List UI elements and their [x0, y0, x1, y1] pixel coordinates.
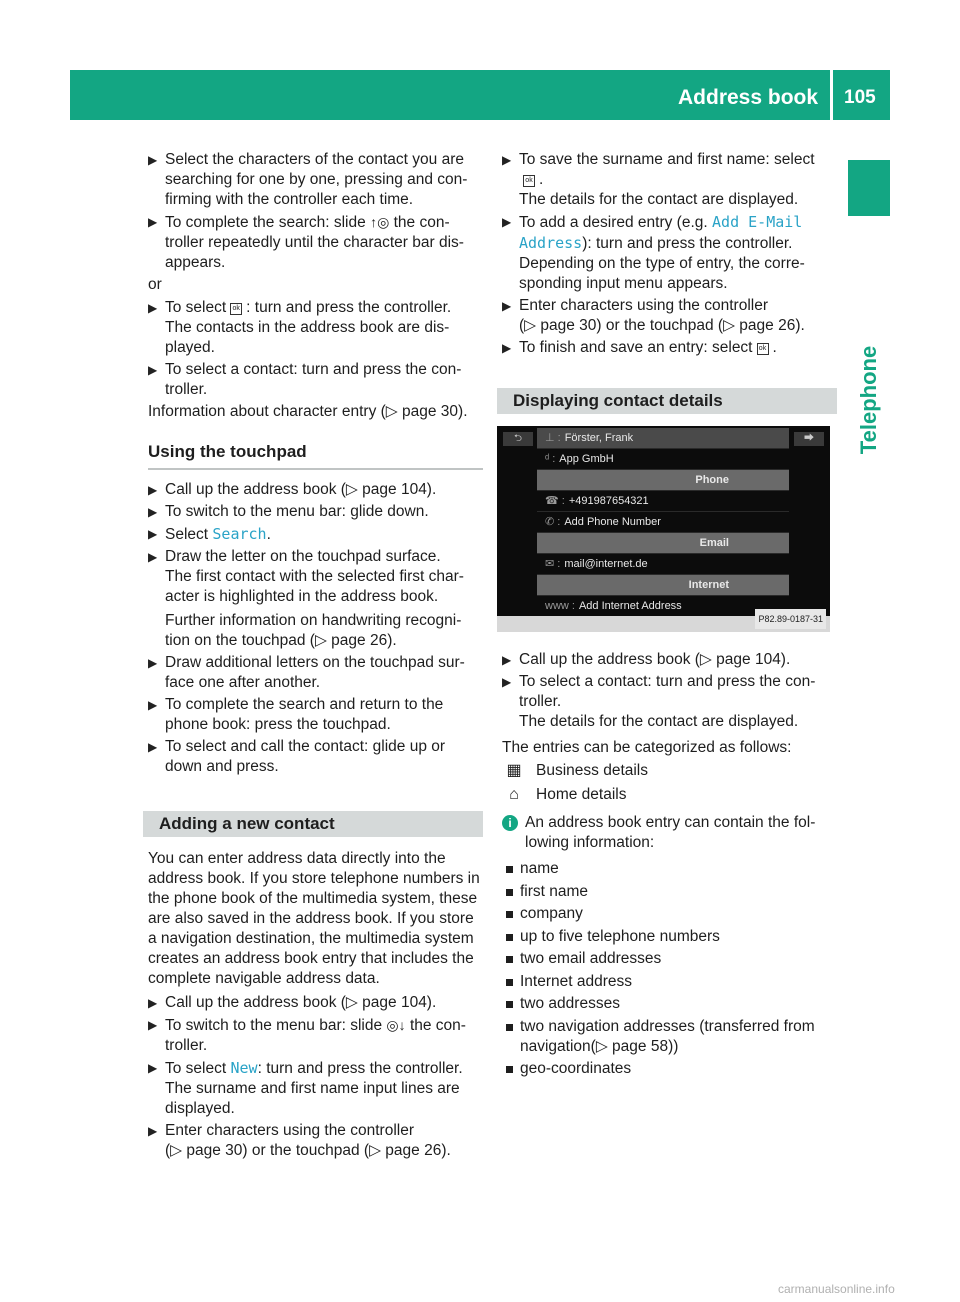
text-line: down and press.	[165, 758, 279, 775]
step-arrow-icon	[502, 650, 511, 670]
controller-slide-up-icon: ↑◎	[370, 214, 390, 230]
step-arrow-icon	[502, 672, 511, 692]
text-span: .	[772, 339, 777, 356]
image-code: P82.89-0187-31	[755, 609, 826, 629]
text-line: (▷ page 30) or the touchpad (▷ page 26).	[165, 1142, 451, 1159]
legend-home	[502, 785, 837, 805]
row-text: Add Phone Number	[564, 516, 661, 528]
text-line: Select the characters of the contact you are	[165, 151, 464, 168]
text-line: Enter characters using the controller	[165, 1122, 414, 1139]
text-line: Draw additional letters on the touchpad sur-	[165, 654, 465, 671]
text-line: An address book entry can contain the fol-	[525, 814, 816, 831]
screen-row	[537, 554, 789, 575]
screen-row	[537, 428, 789, 449]
text-line: navigation(▷ page 58))	[520, 1037, 679, 1055]
chapter-side-label: Telephone	[856, 345, 881, 455]
row-text: Add Internet Address	[578, 600, 682, 612]
step-arrow-icon	[502, 212, 511, 232]
list-item: up to five telephone numbers	[502, 927, 837, 947]
screen-row	[537, 449, 789, 470]
row-text: mail@internet.de	[564, 558, 648, 570]
row-prefix: ᵈ :	[545, 453, 556, 465]
text-line: troller.	[519, 693, 562, 710]
step-item	[148, 298, 483, 358]
text-line: To select a contact: turn and press the con-	[519, 673, 816, 690]
text-span: the con-	[409, 1017, 466, 1034]
text-line: You can enter address data directly into the	[148, 850, 446, 867]
contact-details-screenshot	[497, 426, 830, 632]
text-line: are also saved in the address book. If you store	[148, 910, 474, 927]
text-line	[519, 212, 837, 233]
text-line: The details for the contact are displayed.	[519, 713, 799, 730]
text-line: a navigation destination, the multimedia system	[148, 930, 474, 947]
home-icon: ⌂	[509, 786, 519, 803]
text-line	[165, 1015, 483, 1036]
list-item: geo-coordinates	[502, 1059, 837, 1079]
screen-row	[537, 596, 789, 617]
text-line	[165, 298, 483, 318]
text-line: two navigation addresses (transferred from	[520, 1017, 815, 1035]
right-column	[502, 150, 837, 1082]
step-arrow-icon	[148, 1121, 157, 1141]
step-arrow-icon	[148, 212, 157, 232]
step-item	[502, 672, 837, 732]
text-span: : turn and press the controller.	[246, 299, 452, 316]
list-item: name	[502, 859, 837, 879]
step-arrow-icon	[148, 502, 157, 522]
row-prefix: ☎ :	[545, 495, 565, 507]
text-line: troller repeatedly until the character bar dis-	[165, 234, 464, 251]
legend-label: Home details	[536, 786, 627, 803]
text-span: To finish and save an entry: select	[519, 339, 753, 356]
text-line: phone book: press the touchpad.	[165, 716, 391, 733]
text-line: The contacts in the address book are dis-	[165, 319, 450, 336]
forward-icon: ⮕	[794, 432, 824, 446]
step-arrow-icon	[502, 150, 511, 170]
text-line: The details for the contact are displayed.	[519, 191, 799, 208]
step-item	[148, 695, 483, 735]
text-line: Further information on handwriting recogni-	[165, 612, 462, 629]
step-item	[148, 360, 483, 400]
screen-row-header: Internet	[537, 575, 789, 596]
text-line: Draw the letter on the touchpad surface.	[165, 548, 441, 565]
screen-row	[537, 491, 789, 512]
step-item	[148, 524, 483, 545]
text-span: Select	[165, 526, 209, 543]
text-span: .	[539, 171, 544, 188]
text-span: To select	[165, 299, 227, 316]
menu-item-new: New	[230, 1059, 258, 1077]
info-icon: i	[502, 815, 518, 831]
text-line	[519, 170, 837, 190]
step-arrow-icon	[148, 653, 157, 673]
header-divider	[830, 70, 833, 120]
legend-label: Business details	[536, 762, 649, 779]
controller-slide-down-icon: ◎↓	[386, 1017, 406, 1033]
text-span: the con-	[393, 214, 450, 231]
text-line: Depending on the type of entry, the corre-	[519, 255, 805, 272]
text-line: troller.	[165, 381, 208, 398]
step-item	[148, 1058, 483, 1119]
row-text: App GmbH	[559, 453, 614, 465]
text-line: creates an address book entry that includes the	[148, 950, 474, 967]
info-bullet-list	[502, 859, 837, 1079]
step-arrow-icon	[148, 1058, 157, 1078]
left-column	[148, 150, 483, 1163]
menu-item-search: Search	[212, 525, 267, 543]
text-line: troller.	[165, 1037, 208, 1054]
step-arrow-icon	[148, 524, 157, 544]
step-item	[148, 547, 483, 651]
text-span: ): turn and press the controller.	[582, 235, 793, 252]
list-item: two addresses	[502, 994, 837, 1014]
step-arrow-icon	[148, 480, 157, 500]
contact-detail-list	[537, 428, 789, 617]
ok-key-icon: ok	[757, 343, 769, 355]
text-line: To switch to the menu bar: glide down.	[165, 503, 429, 520]
screen-row-header: Phone	[537, 470, 789, 491]
screen-row-header: Email	[537, 533, 789, 554]
footer-watermark: carmanualsonline.info	[778, 1282, 895, 1296]
text-line: firming with the controller each time.	[165, 191, 414, 208]
ok-key-icon: ok	[523, 175, 535, 187]
text-line: address book. If you store telephone numbers in	[148, 870, 480, 887]
text-line: To complete the search and return to the	[165, 696, 444, 713]
ok-key-icon: ok	[230, 303, 242, 315]
list-item: Internet address	[502, 972, 837, 992]
step-arrow-icon	[148, 298, 157, 318]
step-item	[148, 502, 483, 522]
text-line: sponding input menu appears.	[519, 275, 728, 292]
step-arrow-icon	[148, 993, 157, 1013]
or-text: or	[148, 276, 162, 293]
step-item	[148, 1121, 483, 1161]
text-line: searching for one by one, pressing and con-	[165, 171, 468, 188]
step-item	[502, 296, 837, 336]
step-item	[148, 212, 483, 273]
side-tab-marker	[848, 160, 890, 216]
text-line: lowing information:	[525, 834, 655, 851]
text-line	[165, 212, 483, 233]
text-line: acter is highlighted in the address book.	[165, 588, 439, 605]
text-line: To select and call the contact: glide up or	[165, 738, 446, 755]
page-header-title: Address book	[678, 86, 819, 109]
text-line: To select a contact: turn and press the con-	[165, 361, 462, 378]
text-line: complete navigable address data.	[148, 970, 380, 987]
text-line	[165, 524, 483, 545]
text-line: displayed.	[165, 1100, 235, 1117]
info-text: Information about character entry (▷ page 30).	[148, 403, 468, 420]
legend-business	[502, 761, 837, 781]
step-item	[148, 737, 483, 777]
step-arrow-icon	[502, 296, 511, 316]
text-line: To save the surname and first name: select	[519, 151, 815, 168]
text-line: The surname and first name input lines are	[165, 1080, 460, 1097]
step-item	[502, 212, 837, 294]
text-line: (▷ page 30) or the touchpad (▷ page 26).	[519, 317, 805, 334]
text-line	[519, 233, 837, 254]
text-span: .	[266, 526, 271, 543]
step-arrow-icon	[148, 695, 157, 715]
row-text: Förster, Frank	[564, 432, 634, 444]
step-item	[502, 338, 837, 358]
step-item	[502, 650, 837, 670]
text-line: face one after another.	[165, 674, 321, 691]
text-line: The first contact with the selected first char-	[165, 568, 464, 585]
text-line: Enter characters using the controller	[519, 297, 768, 314]
row-prefix: ⊥ :	[545, 432, 561, 444]
step-arrow-icon	[148, 737, 157, 757]
row-text: +491987654321	[568, 495, 649, 507]
back-icon: ⮌	[503, 432, 533, 446]
step-item	[502, 150, 837, 210]
list-item	[502, 1017, 837, 1057]
section-heading-adding: Adding a new contact	[143, 811, 483, 837]
text-line: played.	[165, 339, 215, 356]
text-span: To complete the search: slide	[165, 214, 366, 231]
step-arrow-icon	[148, 150, 157, 170]
step-item	[148, 993, 483, 1013]
text-line: Call up the address book (▷ page 104).	[519, 651, 791, 668]
step-item	[148, 653, 483, 693]
info-note	[502, 813, 837, 853]
categorized-text: The entries can be categorized as follows:	[502, 739, 792, 756]
menu-item-add-email: Add E-Mail	[712, 213, 803, 231]
row-prefix: ✆ :	[545, 516, 561, 528]
text-line	[519, 338, 837, 358]
screen-row	[537, 512, 789, 533]
list-item: two email addresses	[502, 949, 837, 969]
step-arrow-icon	[148, 360, 157, 380]
section-heading-touchpad: Using the touchpad	[148, 432, 483, 470]
row-prefix: www :	[545, 600, 575, 612]
menu-item-address: Address	[519, 234, 583, 252]
section-heading-details: Displaying contact details	[497, 388, 837, 414]
step-item	[148, 150, 483, 210]
step-arrow-icon	[148, 1015, 157, 1035]
business-icon: ▦	[506, 762, 522, 779]
step-arrow-icon	[502, 338, 511, 358]
step-item	[148, 480, 483, 500]
text-line: Call up the address book (▷ page 104).	[165, 994, 437, 1011]
page-number: 105	[844, 87, 876, 108]
text-line: appears.	[165, 254, 226, 271]
adding-paragraph	[148, 849, 483, 989]
row-prefix: ✉ :	[545, 558, 561, 570]
list-item: company	[502, 904, 837, 924]
text-span: : turn and press the controller.	[257, 1060, 463, 1077]
list-item: first name	[502, 882, 837, 902]
step-item	[148, 1015, 483, 1056]
text-line: Call up the address book (▷ page 104).	[165, 481, 437, 498]
text-span: To add a desired entry (e.g.	[519, 214, 708, 231]
text-line	[165, 1058, 483, 1079]
text-line: the phone book of the multimedia system, these	[148, 890, 478, 907]
text-line: tion on the touchpad (▷ page 26).	[165, 632, 397, 649]
text-span: To select	[165, 1060, 227, 1077]
text-span: To switch to the menu bar: slide	[165, 1017, 383, 1034]
step-arrow-icon	[148, 547, 157, 567]
